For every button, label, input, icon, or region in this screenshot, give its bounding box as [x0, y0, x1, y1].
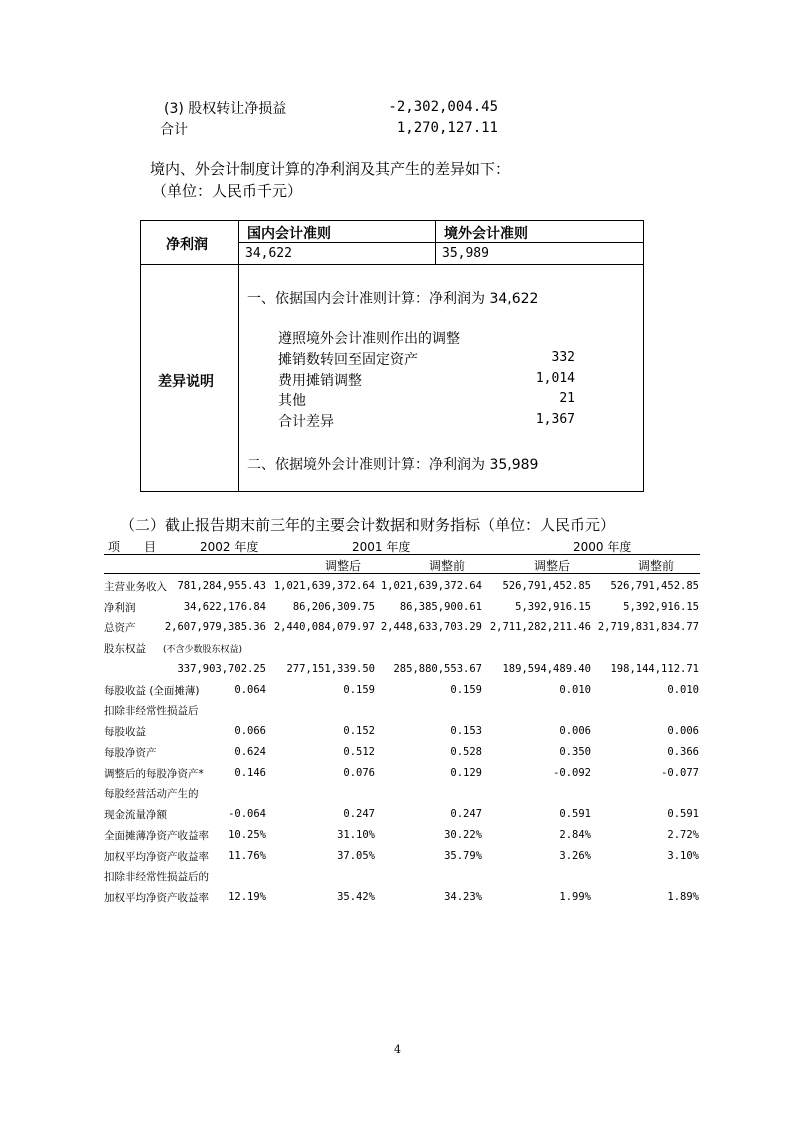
table-row-label: 每股净资产 [104, 747, 157, 759]
table-cell: 0.129 [450, 767, 482, 779]
table-cell: 12.19% [228, 891, 266, 903]
table-cell: 2,711,282,211.46 [489, 621, 591, 633]
table-row-label: 每股经营活动产生的 [104, 788, 199, 800]
sub-2000-after: 调整后 [534, 559, 571, 573]
table-row-label: 每股收益 [104, 726, 146, 738]
table-cell: 2,607,979,385.36 [164, 621, 266, 633]
table-cell: 0.152 [343, 725, 375, 737]
table-cell: 35.79% [444, 850, 482, 862]
table-row-label: 调整后的每股净资产* [104, 768, 204, 780]
table-cell: 781,284,955.43 [177, 580, 266, 592]
foreign-profit-value: 35,989 [442, 246, 489, 261]
table-cell: 189,594,489.40 [502, 663, 591, 675]
row-label-diff: 差异说明 [158, 374, 214, 390]
table-cell: -0.092 [553, 767, 591, 779]
table-cell: 1.99% [559, 891, 591, 903]
table-row-label: 股东权益 [104, 643, 146, 655]
section2-title: （二）截止报告期末前三年的主要会计数据和财务指标（单位：人民币元） [120, 516, 616, 534]
table-row-label: 每股收益 (全面摊薄) [104, 685, 200, 697]
table-cell: 0.366 [667, 746, 699, 758]
sub-2001-after: 调整后 [325, 559, 362, 573]
table-cell: 3.26% [559, 850, 591, 862]
table-cell: 0.064 [234, 684, 266, 696]
table-row-label: 扣除非经常性损益后 [104, 705, 199, 717]
table-cell: 5,392,916.15 [515, 601, 591, 613]
table-cell: 285,880,553.67 [393, 663, 482, 675]
table-cell: 0.591 [667, 808, 699, 820]
adj-value: 1,367 [535, 412, 575, 427]
table-cell: 2,719,831,834.77 [597, 621, 699, 633]
intro-line1: 境内、外会计制度计算的净利润及其产生的差异如下： [150, 160, 511, 178]
col-domestic-header: 国内会计准则 [247, 226, 331, 242]
header-2002: 2002 年度 [200, 540, 259, 554]
adj-label: 摊销数转回至固定资产 [278, 352, 418, 368]
table-row-label: 总资产 [104, 622, 136, 634]
top-row1-value: -2,302,004.45 [388, 99, 498, 115]
table-cell: 526,791,452.85 [502, 580, 591, 592]
table-cell: -0.077 [661, 767, 699, 779]
table-cell: 86,206,309.75 [292, 601, 375, 613]
top-row2-value: 1,270,127.11 [396, 120, 498, 136]
table-cell: 0.076 [343, 767, 375, 779]
table-cell: 2,440,084,079.97 [273, 621, 375, 633]
table-row-label: 主营业务收入 [104, 581, 167, 593]
adj-label: 合计差异 [278, 414, 334, 430]
row-label-profit: 净利润 [166, 237, 208, 253]
table-cell: 0.066 [234, 725, 266, 737]
adj-title: 遵照境外会计准则作出的调整 [278, 331, 460, 347]
diff-line-b: 二、依据境外会计准则计算：净利润为 35,989 [247, 457, 539, 473]
table-cell: 0.350 [559, 746, 591, 758]
table-cell: 1,021,639,372.64 [380, 580, 482, 592]
header-item: 项 目 [108, 540, 157, 554]
table-row-label: 全面摊薄净资产收益率 [104, 830, 209, 842]
table-row-label: 扣除非经常性损益后的 [104, 871, 209, 883]
table-cell: 2.84% [559, 829, 591, 841]
adj-label: 费用摊销调整 [278, 373, 362, 389]
adj-label: 其他 [278, 393, 306, 409]
table-cell: 5,392,916.15 [623, 601, 699, 613]
table-cell: 337,903,702.25 [177, 663, 266, 675]
page-number: 4 [394, 1043, 401, 1056]
table-cell: 34,622,176.84 [183, 601, 266, 613]
table-cell: 0.247 [343, 808, 375, 820]
table-cell: 3.10% [667, 850, 699, 862]
table-cell: 277,151,339.50 [286, 663, 375, 675]
table-cell: 0.146 [234, 767, 266, 779]
table-cell: 34.23% [444, 891, 482, 903]
top-row2-label: 合计 [160, 122, 188, 138]
table-cell: 35.42% [337, 891, 375, 903]
sub-2001-before: 调整前 [429, 559, 466, 573]
table-cell: 526,791,452.85 [610, 580, 699, 592]
table-cell: 0.010 [559, 684, 591, 696]
sub-2000-before: 调整前 [638, 559, 675, 573]
header-rule-top [104, 554, 700, 555]
table-cell: 0.153 [450, 725, 482, 737]
adj-value: 332 [551, 350, 575, 365]
header-rule-bottom [104, 573, 700, 574]
table-cell: 11.76% [228, 850, 266, 862]
col-foreign-header: 境外会计准则 [444, 226, 528, 242]
table-cell: -0.064 [228, 808, 266, 820]
table-cell: 2,448,633,703.29 [380, 621, 482, 633]
table-cell: 0.624 [234, 746, 266, 758]
header-2001: 2001 年度 [352, 540, 411, 554]
table-cell: 0.010 [667, 684, 699, 696]
table-cell: 30.22% [444, 829, 482, 841]
table-cell: 0.528 [450, 746, 482, 758]
table-cell: 0.006 [559, 725, 591, 737]
table-cell: 0.159 [343, 684, 375, 696]
table-cell: 0.006 [667, 725, 699, 737]
table-row-label: 净利润 [104, 602, 136, 614]
table-row-label: 加权平均净资产收益率 [104, 892, 209, 904]
table-cell: 37.05% [337, 850, 375, 862]
table-cell: 2.72% [667, 829, 699, 841]
header-2000: 2000 年度 [573, 540, 632, 554]
table-cell: 86,385,900.61 [399, 601, 482, 613]
table-row-label: 现金流量净额 [104, 809, 167, 821]
table-cell: 1.89% [667, 891, 699, 903]
table-cell: 1,021,639,372.64 [273, 580, 375, 592]
diff-line-a: 一、依据国内会计准则计算：净利润为 34,622 [247, 291, 539, 307]
table-row-note: (不含少数股东权益) [163, 645, 243, 655]
table-cell: 0.159 [450, 684, 482, 696]
adj-value: 1,014 [535, 371, 575, 386]
domestic-profit-value: 34,622 [245, 246, 292, 261]
table-cell: 31.10% [337, 829, 375, 841]
table-cell: 0.247 [450, 808, 482, 820]
table-cell: 10.25% [228, 829, 266, 841]
top-row1-label: (3) 股权转让净损益 [164, 101, 287, 117]
table-cell: 0.512 [343, 746, 375, 758]
table-row-label: 加权平均净资产收益率 [104, 851, 209, 863]
adj-value: 21 [559, 391, 575, 406]
intro-line2: （单位：人民币千元） [152, 182, 303, 200]
table-cell: 0.591 [559, 808, 591, 820]
comparison-table [140, 220, 644, 492]
table-cell: 198,144,112.71 [610, 663, 699, 675]
